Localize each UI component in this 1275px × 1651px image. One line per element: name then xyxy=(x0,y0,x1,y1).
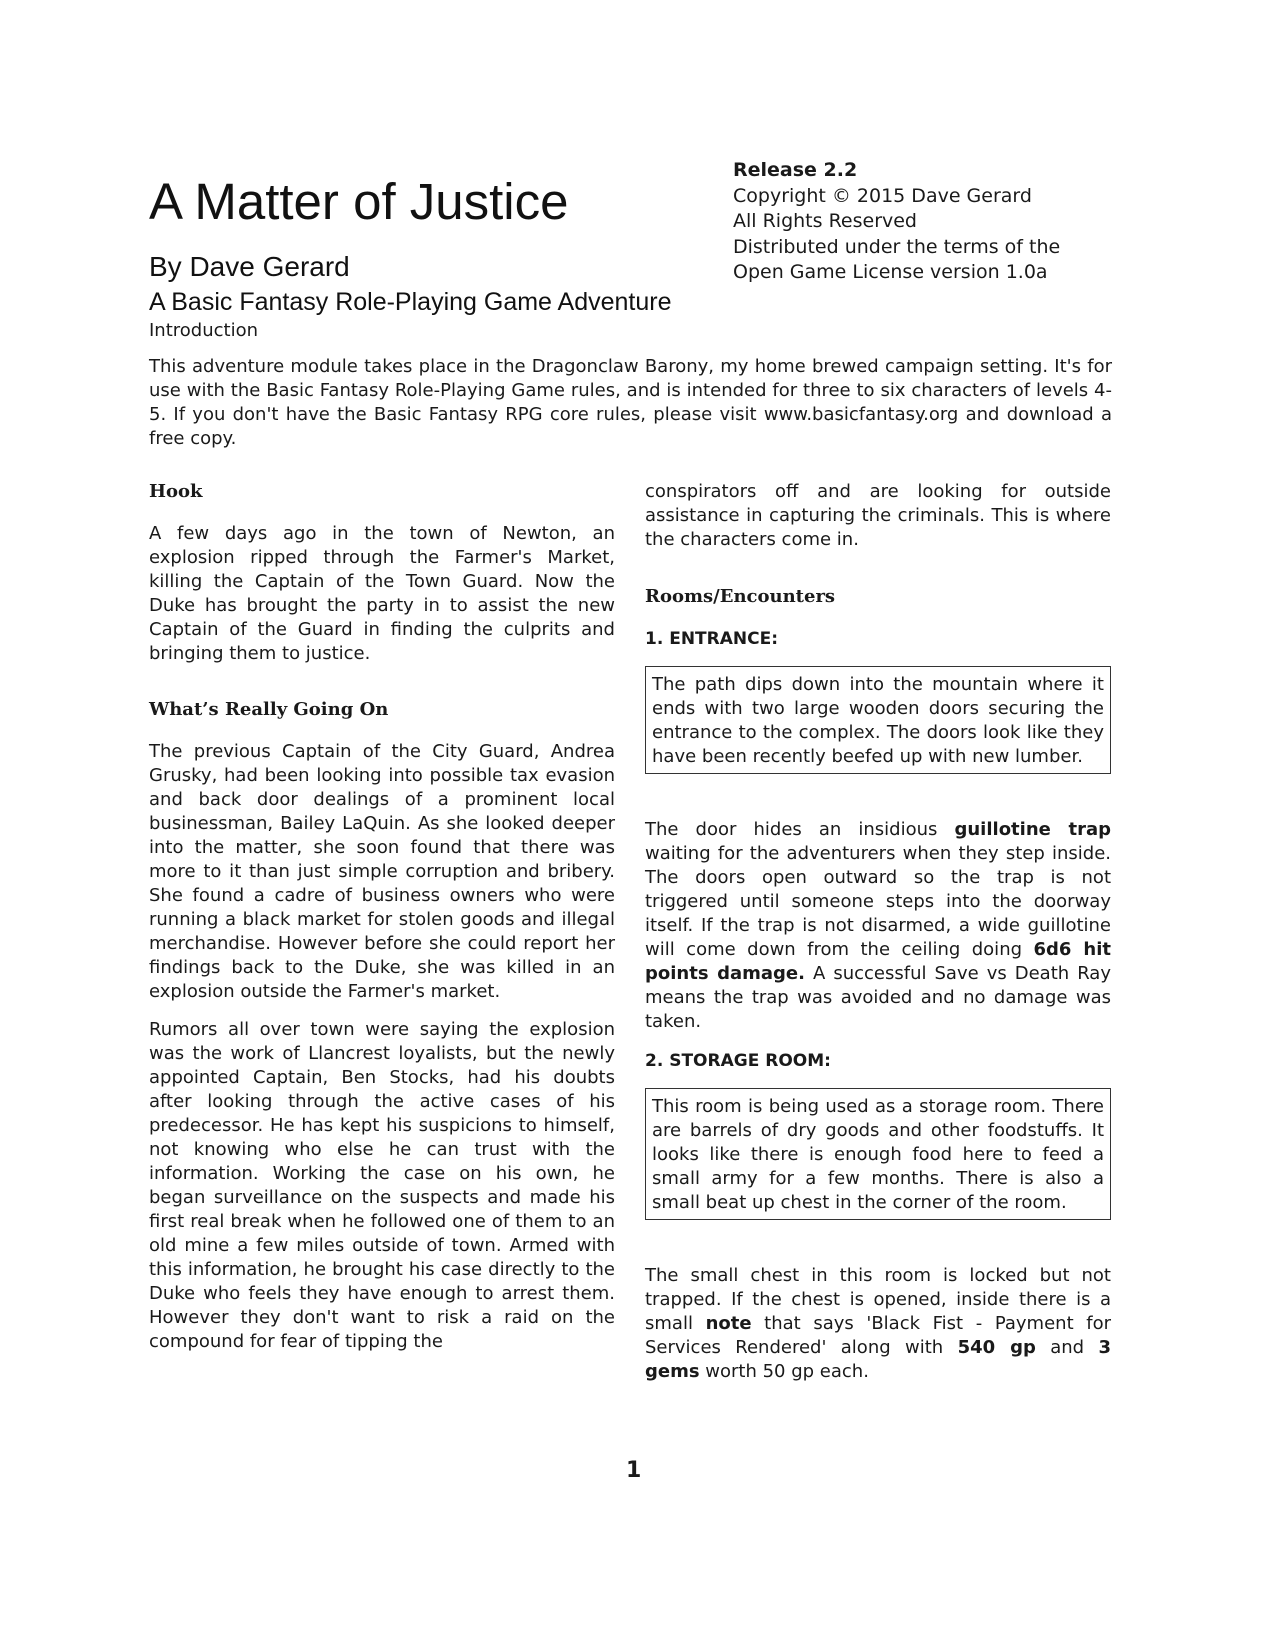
entrance-box-text: The path dips down into the mountain where it ends with two large wooden doors securing the entrance to the complex. The doors look like they have been recently beefed up with new lumber. xyxy=(652,674,1104,767)
right-column-continuation xyxy=(645,480,1111,552)
rooms-section xyxy=(645,585,835,609)
really-going-on-section xyxy=(149,698,388,722)
damage-bold: 6d6 hit points damage. xyxy=(645,939,1112,984)
license-line-2: Open Game License version 1.0a xyxy=(733,261,1048,283)
note-bold: note xyxy=(705,1313,752,1334)
release-info xyxy=(733,158,1133,286)
author-line: By Dave Gerard xyxy=(149,251,350,282)
rooms-heading: Rooms/Encounters xyxy=(645,586,836,607)
document-title: A Matter of Justice xyxy=(149,173,569,230)
storage-heading: 2. STORAGE ROOM: xyxy=(645,1051,831,1071)
entrance-read-aloud-box xyxy=(645,666,1111,774)
introduction-label: Introduction xyxy=(149,320,259,341)
storage-box-text: This room is being used as a storage room. There are barrels of dry goods and other foodstuffs. It looks like there is enough food here to feed a small army for a few months. There is also a small beat up chest in the corner of the room. xyxy=(652,1096,1104,1213)
release-version: Release 2.2 xyxy=(733,159,858,181)
hook-heading: Hook xyxy=(149,481,203,502)
hook-section xyxy=(149,480,203,504)
hook-paragraph: A few days ago in the town of Newton, an explosion ripped through the Farmer's Market, killing the Captain of the Town Guard. Now the Duke has brought the party in to assist the new Captain of the Guard in finding the culprits and bringing them to justice. xyxy=(149,523,615,664)
copyright-line: Copyright © 2015 Dave Gerard xyxy=(733,184,1032,207)
entrance-heading: 1. ENTRANCE: xyxy=(645,629,779,649)
guillotine-trap-bold: guillotine trap xyxy=(954,819,1111,840)
really-going-on-text xyxy=(149,740,615,1354)
storage-section xyxy=(645,1049,831,1073)
gems-bold: 3 gems xyxy=(645,1337,1111,1382)
entrance-paragraph: The door hides an insidious guillotine trap waiting for the adventurers when they step inside. The doors open outward so the trap is not triggered until someone steps into the doorway itself. If the trap is not disarmed, a wide guillotine will come down from the ceiling doing 6d6 hit points damage. A successful Save vs Death Ray means the trap was avoided and no damage was taken. xyxy=(645,819,1112,1032)
subtitle: A Basic Fantasy Role-Playing Game Adventure xyxy=(149,288,672,316)
introduction-text: This adventure module takes place in the Dragonclaw Barony, my home brewed campaign setting. It's for use with the Basic Fantasy Role-Playing Game rules, and is intended for three to six characters of levels 4-5. If you don't have the Basic Fantasy RPG core rules, please visit www.basicfantasy.org and download a free copy. xyxy=(149,356,1112,449)
storage-description xyxy=(645,1264,1111,1384)
really-going-on-paragraph-2: Rumors all over town were saying the explosion was the work of Llancrest loyalists, but the newly appointed Captain, Ben Stocks, had his doubts after looking through the active cases of his predecessor. He has kept his suspicions to himself, not knowing who else he can trust with the information. Working the case on his own, he began surveillance on the suspects and made his first real break when he followed one of them to an old mine a few miles outside of town. Armed with this information, he brought his case directly to the Duke who feels they have enough to arrest them. However they don't want to risk a raid on the compound for fear of tipping the xyxy=(149,1019,615,1352)
page-number: 1 xyxy=(626,1458,642,1483)
entrance-description xyxy=(645,818,1111,1034)
entrance-section xyxy=(645,627,778,651)
really-going-on-paragraph-2-continued: conspirators off and are looking for outside assistance in capturing the criminals. This is where the characters come in. xyxy=(645,481,1111,550)
gold-bold: 540 gp xyxy=(957,1337,1036,1358)
hook-text xyxy=(149,522,615,666)
storage-read-aloud-box xyxy=(645,1088,1111,1220)
license-line-1: Distributed under the terms of the xyxy=(733,235,1061,258)
really-going-on-paragraph-1: The previous Captain of the City Guard, Andrea Grusky, had been looking into possible tax evasion and back door dealings of a prominent local businessman, Bailey LaQuin. As she looked deeper into the matter, she soon found that there was more to it than just simple corruption and bribery. She found a cadre of business owners who were running a black market for stolen goods and illegal merchandise. However before she could report her findings back to the Duke, she was killed in an explosion outside the Farmer's market. xyxy=(149,741,615,1002)
really-going-on-heading: What’s Really Going On xyxy=(149,699,389,720)
storage-paragraph: The small chest in this room is locked but not trapped. If the chest is opened, inside there is a small note that says 'Black Fist - Payment for Services Rendered' along with 540 gp and 3 gems worth 50 gp each. xyxy=(645,1265,1111,1382)
rights-line: All Rights Reserved xyxy=(733,210,917,232)
